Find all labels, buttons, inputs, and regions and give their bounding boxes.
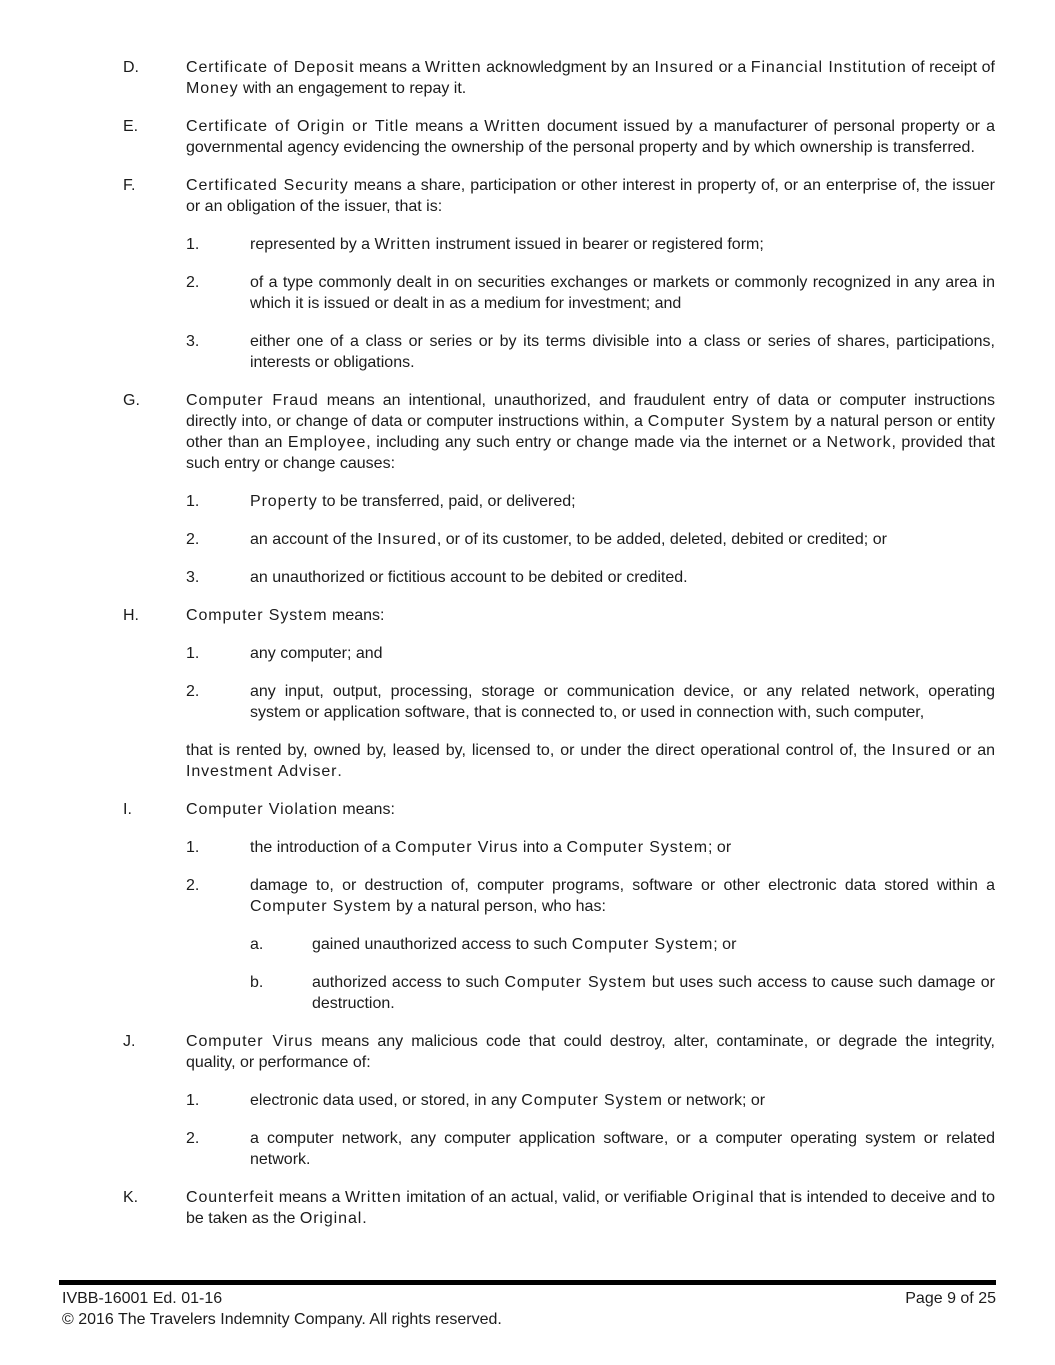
text-run: acknowledgment by an [481, 59, 655, 76]
copyright-notice: © 2016 The Travelers Indemnity Company. All rights reserved. [62, 1311, 502, 1328]
numbered-item [186, 272, 995, 331]
item-paragraph [250, 1090, 995, 1111]
numbered-item [186, 1128, 995, 1187]
numbered-item [186, 837, 995, 875]
text-run: , including any such entry or change made via the internet or a [366, 434, 827, 451]
item-paragraph [250, 567, 995, 588]
text-run: means a share, participation or other interest in property of, or an enterprise of, the issuer or an obligation of the issuer, that is: [186, 177, 995, 215]
defined-term: Certificate of Deposit [186, 59, 355, 76]
section-letter: E. [123, 118, 139, 135]
section-content [186, 605, 995, 799]
item-paragraph [250, 643, 995, 664]
defined-term: Written [424, 59, 482, 76]
defined-term: Written [374, 236, 432, 253]
numbered-item [186, 1090, 995, 1128]
defined-term: Computer System [566, 839, 709, 856]
numbered-item [186, 681, 995, 740]
definition-section-k [123, 1187, 995, 1246]
section-paragraph [186, 175, 995, 217]
text-run: of a type commonly dealt in on securities exchanges or markets or commonly recognized in any area in which it is issued or dealt in as a medium for investment; and [250, 274, 995, 312]
item-number: 1. [186, 839, 200, 856]
text-run: of receipt of [906, 59, 995, 76]
text-run: either one of a class or series or by its terms divisible into a class or series of shares, participations, interests or obligations. [250, 333, 995, 371]
item-number: 1. [186, 493, 200, 510]
section-content [186, 57, 995, 116]
text-run: or a [714, 59, 751, 76]
text-run: authorized access to such [312, 974, 505, 991]
item-paragraph [250, 1128, 995, 1170]
text-run: by a natural person, who has: [391, 898, 606, 915]
item-number: 2. [186, 1130, 200, 1147]
text-run: document issued by a manufacturer of personal property or a governmental agency evidencing the ownership of the personal property and by which ownership is transferred. [186, 118, 995, 156]
text-run: means a [354, 59, 425, 76]
defined-term: Computer System [647, 413, 790, 430]
text-run: electronic data used, or stored, in any [250, 1092, 522, 1109]
text-run: means a [409, 118, 485, 135]
section-paragraph [186, 1031, 995, 1073]
item-number: 2. [186, 877, 200, 894]
definition-section-e [123, 116, 995, 175]
numbered-item [186, 234, 995, 272]
numbered-item [186, 491, 995, 529]
text-run: an account of the [250, 531, 378, 548]
subitem-content [312, 934, 995, 972]
section-content [186, 799, 995, 1031]
defined-term: Financial Institution [750, 59, 907, 76]
section-paragraph [186, 390, 995, 474]
item-content [250, 1090, 995, 1128]
text-run: an unauthorized or fictitious account to be debited or credited. [250, 569, 688, 586]
section-paragraph [186, 1187, 995, 1229]
section-letter: K. [123, 1189, 139, 1206]
defined-term: Original [692, 1189, 755, 1206]
section-content [186, 1187, 995, 1246]
item-paragraph [250, 681, 995, 723]
defined-term: Employee [287, 434, 367, 451]
section-content [186, 116, 995, 175]
text-run: any computer; and [250, 645, 383, 662]
defined-term: Written [344, 1189, 402, 1206]
item-paragraph [250, 875, 995, 917]
defined-term: Investment Adviser [186, 763, 338, 780]
text-run: means any malicious code that could destroy, alter, contaminate, or degrade the integrity, quality, or performance of: [186, 1033, 996, 1071]
section-letter: D. [123, 59, 139, 76]
text-run: that is intended to deceive and to be taken as the [186, 1189, 996, 1227]
item-content [250, 875, 995, 1031]
section-paragraph [186, 116, 995, 158]
item-number: 1. [186, 1092, 200, 1109]
defined-term: Original [299, 1210, 363, 1227]
item-paragraph [250, 331, 995, 373]
defined-term: Computer System [521, 1092, 663, 1109]
form-number: IVBB-16001 Ed. 01-16 [62, 1290, 223, 1307]
text-run: , or of its customer, to be added, deleted, debited or credited; or [436, 531, 887, 548]
item-content [250, 234, 995, 272]
section-letter: F. [123, 177, 136, 194]
subitem-paragraph [312, 972, 995, 1014]
section-letter: I. [123, 801, 132, 818]
item-paragraph [250, 837, 995, 858]
subitem-paragraph [312, 934, 995, 955]
definition-section-f [123, 175, 995, 390]
text-run: instrument issued in bearer or registered form; [431, 236, 764, 253]
defined-term: Computer System [186, 607, 328, 624]
item-content [250, 681, 995, 740]
page-indicator: Page 9 of 25 [905, 1290, 996, 1307]
subitem-letter: a. [250, 936, 264, 953]
defined-term: Computer Virus [186, 1033, 314, 1050]
text-run: ; or [713, 936, 737, 953]
numbered-item [186, 643, 995, 681]
text-run: ; or [708, 839, 732, 856]
defined-term: Insured [891, 742, 952, 759]
text-run: the introduction of a [250, 839, 395, 856]
defined-term: Computer Violation [186, 801, 338, 818]
text-run: gained unauthorized access to such [312, 936, 572, 953]
numbered-item [186, 567, 995, 605]
item-content [250, 331, 995, 390]
section-paragraph [186, 605, 995, 626]
defined-term: Counterfeit [186, 1189, 275, 1206]
text-run: to be transferred, paid, or delivered; [317, 493, 576, 510]
text-run: or network; or [662, 1092, 766, 1109]
item-number: 2. [186, 531, 200, 548]
defined-term: Computer System [250, 898, 392, 915]
item-content [250, 567, 995, 605]
section-letter: G. [123, 392, 140, 409]
text-run: . [337, 763, 342, 780]
numbered-item [186, 875, 995, 1031]
text-run: damage to, or destruction of, computer programs, software or other electronic data stored within a [250, 877, 995, 894]
text-run: means a [274, 1189, 345, 1206]
numbered-item [186, 529, 995, 567]
definition-section-d [123, 57, 995, 116]
item-paragraph [250, 491, 995, 512]
defined-term: Computer System [571, 936, 714, 953]
text-run: any input, output, processing, storage or communication device, or any related network, operating system or application software, that is connected to, or used in connection with, such computer, [250, 683, 995, 721]
item-number: 1. [186, 645, 200, 662]
item-paragraph [250, 529, 995, 550]
continuation-paragraph [186, 740, 995, 782]
text-run: but uses such access to cause such damage or destruction. [312, 974, 995, 1012]
defined-term: Money [186, 80, 239, 97]
definitions-list [123, 57, 995, 1246]
text-run: a computer network, any computer application software, or a computer operating system or related network. [250, 1130, 995, 1168]
item-content [250, 529, 995, 567]
defined-term: Insured [654, 59, 715, 76]
item-content [250, 491, 995, 529]
definition-section-j [123, 1031, 995, 1187]
item-number: 2. [186, 274, 200, 291]
text-run: means: [327, 607, 385, 624]
item-number: 2. [186, 683, 200, 700]
text-run: imitation of an actual, valid, or verifiable [401, 1189, 693, 1206]
defined-term: Computer Fraud [186, 392, 319, 409]
subitem-content [312, 972, 995, 1031]
item-number: 3. [186, 333, 200, 350]
subitem-letter: b. [250, 974, 264, 991]
definition-section-h [123, 605, 995, 799]
item-content [250, 272, 995, 331]
section-content [186, 390, 995, 605]
footer-divider [59, 1280, 996, 1285]
defined-term: Insured [377, 531, 437, 548]
defined-term: Certificate of Origin or Title [186, 118, 410, 135]
defined-term: Computer Virus [394, 839, 519, 856]
section-content [186, 175, 995, 390]
section-paragraph [186, 799, 995, 820]
section-letter: J. [123, 1033, 136, 1050]
text-run: or an [951, 742, 996, 759]
item-paragraph [250, 272, 995, 314]
item-content [250, 1128, 995, 1187]
definition-section-g [123, 390, 995, 605]
numbered-item [186, 331, 995, 390]
lettered-subitem [250, 972, 995, 1031]
text-run: represented by a [250, 236, 375, 253]
text-run: . [362, 1210, 367, 1227]
text-run: means: [337, 801, 395, 818]
text-run: , provided that such entry or change causes: [186, 434, 995, 472]
text-run: by a natural person or entity other than an [186, 413, 996, 451]
item-number: 3. [186, 569, 200, 586]
item-number: 1. [186, 236, 200, 253]
text-run: into a [518, 839, 567, 856]
text-run: means an intentional, unauthorized, and fraudulent entry of data or computer instructions directly into, or change of data or computer instructions within, a [186, 392, 995, 430]
item-paragraph [250, 234, 995, 255]
defined-term: Written [484, 118, 541, 135]
defined-term: Network [826, 434, 892, 451]
defined-term: Computer System [504, 974, 647, 991]
item-content [250, 643, 995, 681]
defined-term: Certificated Security [186, 177, 349, 194]
lettered-subitem [250, 934, 995, 972]
text-run: that is rented by, owned by, leased by, licensed to, or under the direct operational control of, the [186, 742, 892, 759]
section-content [186, 1031, 995, 1187]
page-footer [59, 1280, 996, 1330]
text-run: with an engagement to repay it. [238, 80, 467, 97]
item-content [250, 837, 995, 875]
section-letter: H. [123, 607, 139, 624]
definition-section-i [123, 799, 995, 1031]
section-paragraph [186, 57, 995, 99]
defined-term: Property [250, 493, 318, 510]
